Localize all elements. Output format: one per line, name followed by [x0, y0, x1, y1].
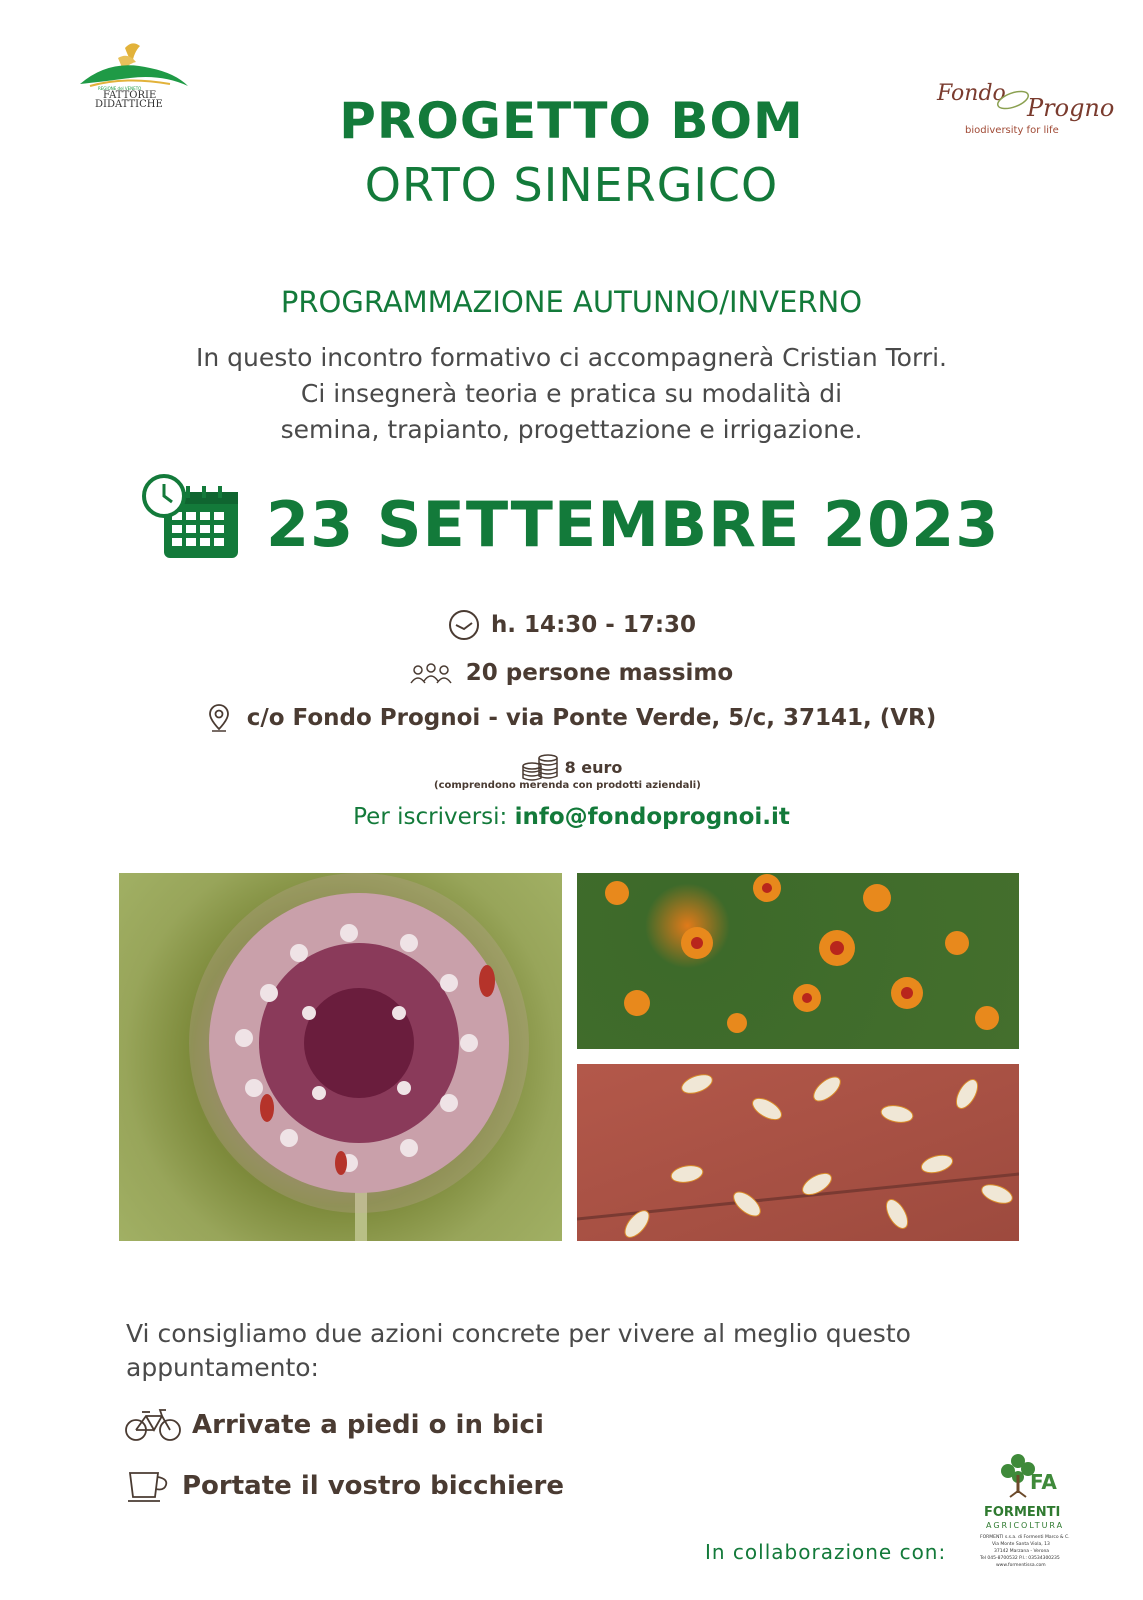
subtitle: PROGRAMMAZIONE AUTUNNO/INVERNO	[280, 285, 863, 319]
action-bike-text: Arrivate a piedi o in bici	[192, 1410, 544, 1440]
svg-text:Prognoi: Prognoi	[1027, 94, 1115, 122]
svg-text:FORMENTI: FORMENTI	[984, 1505, 1061, 1520]
place-row	[0, 703, 1143, 733]
event-date: 23 SETTEMBRE 2023	[266, 488, 1000, 561]
svg-text:AGRICOLTURA: AGRICOLTURA	[986, 1521, 1065, 1530]
advice-text	[126, 1317, 946, 1385]
advice-line: appuntamento:	[126, 1353, 319, 1382]
location-pin-icon	[207, 703, 231, 733]
title-line-2: ORTO SINERGICO	[364, 158, 779, 212]
action-glass-row	[124, 1469, 564, 1503]
signup-label: Per iscriversi:	[353, 804, 508, 830]
hours-row	[0, 608, 1143, 642]
svg-text:FATTORIE: FATTORIE	[103, 90, 157, 101]
intro-text	[0, 340, 1143, 448]
cup-icon	[124, 1469, 172, 1503]
signup-line	[0, 804, 1143, 830]
collaboration-label: In collaborazione con:	[705, 1540, 947, 1564]
price-note: (comprendono merenda con prodotti aziendali)	[434, 780, 701, 791]
svg-text:Fondo: Fondo	[937, 81, 1006, 106]
people-text: 20 persone massimo	[465, 660, 734, 686]
bicycle-icon	[124, 1408, 182, 1442]
clock-icon	[447, 608, 481, 642]
action-glass-text: Portate il vostro bicchiere	[182, 1471, 565, 1501]
svg-text:FORMENTI s.s.a. di Formenti Ma: FORMENTI s.s.a. di Formenti Marco & C.	[980, 1535, 1070, 1540]
svg-text:www.formentissa.com: www.formentissa.com	[996, 1563, 1046, 1568]
place-text: c/o Fondo Prognoi - via Ponte Verde, 5/c, 37141, (VR)	[246, 705, 937, 731]
formenti-agricoltura-logo	[978, 1443, 1100, 1583]
calendar-clock-icon	[142, 474, 242, 564]
pumpkin-seeds-photo	[577, 1064, 1019, 1241]
intro-line: semina, trapianto, progettazione e irrigazione.	[280, 415, 863, 444]
svg-text:biodiversity for life: biodiversity for life	[965, 125, 1059, 136]
people-row	[0, 660, 1143, 686]
svg-text:FA: FA	[1030, 1470, 1057, 1494]
signup-email-link[interactable]: info@fondoprognoi.it	[514, 804, 790, 830]
title-line-1: PROGETTO BOM	[339, 92, 804, 150]
svg-text:37142 Marzana - Verona: 37142 Marzana - Verona	[994, 1549, 1050, 1554]
intro-line: In questo incontro formativo ci accompagnerà Cristian Torri.	[196, 343, 947, 372]
price-text: 8 euro	[564, 757, 623, 777]
coins-icon	[521, 752, 559, 782]
svg-text:DIDATTICHE: DIDATTICHE	[95, 99, 163, 110]
hours-text: h. 14:30 - 17:30	[490, 612, 697, 638]
marigold-flowers-photo	[577, 873, 1019, 1049]
allium-flower-photo	[119, 873, 562, 1241]
price-row	[0, 752, 1143, 782]
svg-text:Via Monte Santa Viola, 13: Via Monte Santa Viola, 13	[992, 1542, 1050, 1547]
intro-line: Ci insegnerà teoria e pratica su modalità di	[300, 379, 843, 408]
svg-text:REGIONE del VENETO: REGIONE del VENETO	[98, 86, 142, 91]
action-bike-row	[124, 1408, 544, 1442]
people-icon	[410, 661, 452, 685]
svg-text:Tel 045-8700532 P.I.: 035343: Tel 045-8700532 P.I.: 03534300235	[980, 1556, 1060, 1561]
advice-line: Vi consigliamo due azioni concrete per vivere al meglio questo	[126, 1319, 911, 1348]
